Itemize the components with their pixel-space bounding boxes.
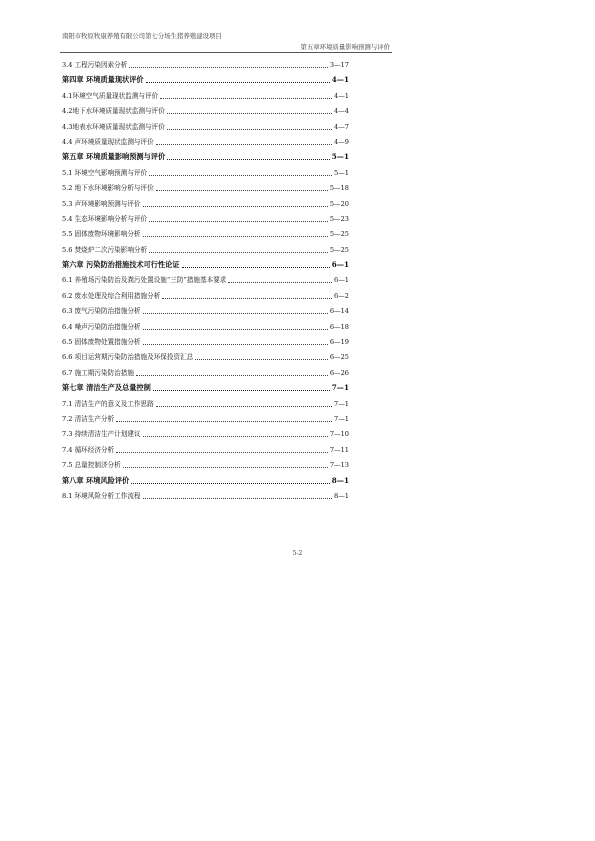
toc-page-number: 6—1 <box>331 260 349 270</box>
toc-dot-leader <box>149 175 332 176</box>
toc-dot-leader <box>131 483 330 484</box>
toc-entry-title: 6.7 施工期污染防治措施 <box>62 368 134 377</box>
toc-section-entry[interactable] <box>62 196 349 209</box>
toc-section-entry[interactable] <box>62 457 349 470</box>
toc-dot-leader <box>156 406 332 407</box>
toc-dot-leader <box>143 329 328 330</box>
toc-page-number: 8—1 <box>334 491 349 500</box>
toc-dot-leader <box>129 67 327 68</box>
toc-dot-leader <box>149 221 328 222</box>
toc-entry-title: 7.4 循环经济分析 <box>62 445 115 454</box>
toc-page-number: 5—1 <box>331 152 349 162</box>
toc-chapter-entry[interactable] <box>62 473 349 486</box>
toc-dot-leader <box>136 375 328 376</box>
toc-dot-leader <box>123 467 328 468</box>
toc-section-entry[interactable] <box>62 488 349 501</box>
toc-section-entry[interactable] <box>62 211 349 224</box>
toc-page-number: 7—1 <box>334 399 349 408</box>
header-project-title: 南阳市牧原牧康养殖有限公司第七分场生猪养殖建设项目 <box>62 32 222 40</box>
toc-dot-leader <box>143 436 328 437</box>
toc-dot-leader <box>167 159 330 160</box>
toc-dot-leader <box>228 282 332 283</box>
toc-page-number: 6—26 <box>329 368 349 377</box>
toc-entry-title: 7.2 清洁生产分析 <box>62 414 115 423</box>
toc-section-entry[interactable] <box>62 88 349 101</box>
toc-section-entry[interactable] <box>62 119 349 132</box>
toc-section-entry[interactable] <box>62 319 349 332</box>
toc-page-number: 4—1 <box>331 75 349 85</box>
toc-entry-title: 7.3 持续清洁生产计划建议 <box>62 430 141 439</box>
toc-page-number: 4—4 <box>334 107 349 116</box>
toc-section-entry[interactable] <box>62 334 349 347</box>
page-number: 5-2 <box>292 550 303 557</box>
toc-page-number: 3—17 <box>329 61 349 69</box>
toc-page-number: 7—13 <box>329 461 349 470</box>
toc-section-entry[interactable] <box>62 272 349 285</box>
toc-page-number: 6—19 <box>329 338 349 347</box>
toc-dot-leader <box>153 390 330 391</box>
toc-section-entry[interactable] <box>62 57 349 70</box>
toc-page-number: 4—9 <box>334 137 349 146</box>
toc-section-entry[interactable] <box>62 365 349 378</box>
toc-dot-leader <box>116 421 332 422</box>
toc-page-number: 7—1 <box>334 414 349 423</box>
toc-entry-title: 5.4 生态环境影响分析与评价 <box>62 214 148 223</box>
toc-entry-title: 6.3 废气污染防治措施分析 <box>62 307 141 316</box>
toc-entry-title: 5.3 声环境影响预测与评价 <box>62 199 141 208</box>
toc-section-entry[interactable] <box>62 134 349 147</box>
toc-section-entry[interactable] <box>62 288 349 301</box>
toc-entry-title: 第七章 清洁生产及总量控制 <box>62 383 151 393</box>
toc-section-entry[interactable] <box>62 426 349 439</box>
toc-dot-leader <box>143 236 328 237</box>
toc-dot-leader <box>167 129 332 130</box>
toc-page-number: 6—18 <box>329 322 349 331</box>
toc-dot-leader <box>143 313 328 314</box>
toc-chapter-entry[interactable] <box>62 257 349 270</box>
toc-section-entry[interactable] <box>62 303 349 316</box>
toc-section-entry[interactable] <box>62 226 349 239</box>
toc-page-number: 5—20 <box>329 199 349 208</box>
toc-dot-leader <box>160 98 332 99</box>
toc-page-number: 7—10 <box>329 430 349 439</box>
toc-section-entry[interactable] <box>62 242 349 255</box>
toc-entry-title: 6.4 噪声污染防治措施分析 <box>62 322 141 331</box>
toc-page-number: 6—2 <box>334 291 349 300</box>
toc-page-number: 7—1 <box>331 383 349 393</box>
toc-page-number: 7—11 <box>329 445 349 454</box>
toc-section-entry[interactable] <box>62 165 349 178</box>
toc-entry-title: 第五章 环境质量影响预测与评价 <box>62 152 166 162</box>
toc-entry-title: 6.1 养殖场污染防治及粪污处置设施“三防”措施基本要求 <box>62 276 227 285</box>
toc-dot-leader <box>156 190 328 191</box>
toc-chapter-entry[interactable] <box>62 72 349 85</box>
toc-dot-leader <box>195 359 328 360</box>
toc-section-entry[interactable] <box>62 442 349 455</box>
toc-page-number: 5—18 <box>329 184 349 193</box>
toc-page-number: 8—1 <box>331 475 349 485</box>
table-of-contents <box>62 57 349 503</box>
header-divider <box>60 52 392 53</box>
toc-section-entry[interactable] <box>62 411 349 424</box>
toc-dot-leader <box>149 252 328 253</box>
toc-dot-leader <box>143 498 332 499</box>
toc-section-entry[interactable] <box>62 103 349 116</box>
toc-entry-title: 6.5 固体废物处置措施分析 <box>62 338 141 347</box>
toc-entry-title: 6.6 项目运营期污染防治措施及环保投资汇总 <box>62 353 194 362</box>
toc-entry-title: 第四章 环境质量现状评价 <box>62 75 144 85</box>
toc-page-number: 6—14 <box>329 307 349 316</box>
toc-page-number: 5—25 <box>329 245 349 254</box>
toc-page-number: 5—1 <box>334 168 349 177</box>
toc-entry-title: 4.3地表水环境质量现状监测与评价 <box>62 122 165 131</box>
toc-chapter-entry[interactable] <box>62 380 349 393</box>
toc-dot-leader <box>143 344 328 345</box>
toc-entry-title: 4.1环境空气质量现状监测与评价 <box>62 91 159 100</box>
toc-entry-title: 7.5 总量控制济分析 <box>62 461 121 470</box>
header-chapter-title: 第五章环境质量影响预测与评价 <box>300 43 390 51</box>
toc-page-number: 6—1 <box>334 276 349 285</box>
toc-section-entry[interactable] <box>62 396 349 409</box>
toc-entry-title: 3.4 工程污染因素分析 <box>62 61 128 69</box>
toc-entry-title: 5.2 地下水环境影响分析与评价 <box>62 184 154 193</box>
toc-entry-title: 4.4 声环境质量现状监测与评价 <box>62 137 154 146</box>
toc-page-number: 4—1 <box>334 91 349 100</box>
toc-entry-title: 6.2 废水处理及综合利用措施分析 <box>62 291 161 300</box>
toc-chapter-entry[interactable] <box>62 149 349 162</box>
toc-entry-title: 7.1 清洁生产的意义及工作思路 <box>62 399 154 408</box>
toc-page-number: 5—25 <box>329 230 349 239</box>
toc-entry-title: 5.1 环境空气影响预测与评价 <box>62 168 148 177</box>
toc-entry-title: 第八章 环境风险评价 <box>62 475 130 485</box>
toc-entry-title: 第六章 污染防治措施技术可行性论证 <box>62 260 180 270</box>
toc-dot-leader <box>146 82 330 83</box>
toc-section-entry[interactable] <box>62 180 349 193</box>
toc-dot-leader <box>116 452 328 453</box>
toc-dot-leader <box>143 206 328 207</box>
toc-page-number: 4—7 <box>334 122 349 131</box>
toc-entry-title: 5.5 固体废物环境影响分析 <box>62 230 141 239</box>
toc-dot-leader <box>182 267 330 268</box>
toc-page-number: 6—25 <box>329 353 349 362</box>
toc-dot-leader <box>156 144 332 145</box>
toc-entry-title: 5.6 焚烧炉二次污染影响分析 <box>62 245 148 254</box>
toc-dot-leader <box>167 113 332 114</box>
toc-entry-title: 8.1 环境风险分析工作流程 <box>62 491 141 500</box>
toc-section-entry[interactable] <box>62 349 349 362</box>
toc-entry-title: 4.2地下水环境质量现状监测与评价 <box>62 107 165 116</box>
toc-page-number: 5—23 <box>329 214 349 223</box>
toc-dot-leader <box>162 298 332 299</box>
